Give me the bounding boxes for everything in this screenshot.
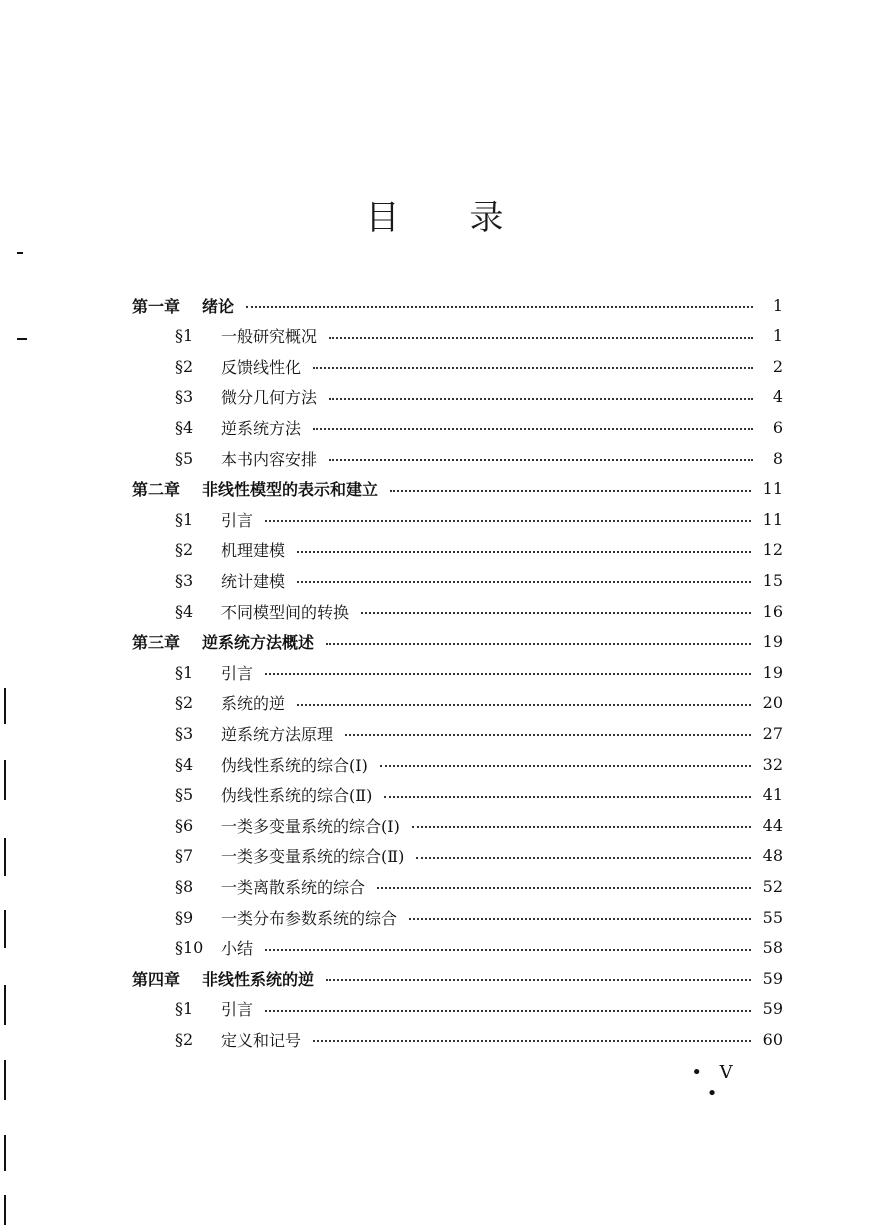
section-number: §10 <box>175 938 204 958</box>
dot-leader <box>313 428 753 430</box>
page-number: 59 <box>762 968 783 988</box>
page-number: 16 <box>762 601 783 621</box>
page-number: 4 <box>772 387 783 407</box>
section-number: §1 <box>175 999 194 1019</box>
dot-leader <box>329 459 753 461</box>
entry-title: 系统的逆 <box>221 694 286 714</box>
scan-mark <box>4 985 6 1025</box>
page-title: 目录 <box>365 198 574 238</box>
scan-mark <box>4 760 6 800</box>
dot-leader <box>265 520 751 522</box>
section-number: §1 <box>175 509 194 529</box>
entry-title: 不同模型间的转换 <box>221 602 350 622</box>
page-number: 6 <box>772 417 783 437</box>
toc-section-entry <box>175 504 783 534</box>
toc-section-entry <box>175 321 783 351</box>
entry-title: 小结 <box>221 939 254 959</box>
entry-title: 反馈线性化 <box>221 357 302 377</box>
page-number: 15 <box>762 570 783 590</box>
section-number: §8 <box>175 876 194 896</box>
toc-chapter-entry <box>132 474 783 504</box>
page-number: 1 <box>772 326 783 346</box>
dot-leader <box>380 765 751 767</box>
page-number: 8 <box>772 448 783 468</box>
section-number: §2 <box>175 356 194 376</box>
entry-title: 伪线性系统的综合(Ⅱ) <box>221 786 373 806</box>
page-number: 52 <box>762 876 783 896</box>
entry-title: 伪线性系统的综合(Ⅰ) <box>221 755 368 775</box>
toc-section-entry <box>175 718 783 748</box>
dot-leader <box>409 918 751 920</box>
toc-section-entry <box>175 688 783 718</box>
entry-title: 一般研究概况 <box>221 327 318 347</box>
entry-title: 机理建模 <box>221 541 286 561</box>
page-number: 27 <box>762 723 783 743</box>
dot-leader <box>265 673 751 675</box>
scan-mark <box>4 688 6 724</box>
section-number: §2 <box>175 1029 194 1049</box>
section-number: §3 <box>175 723 194 743</box>
toc-section-entry <box>175 841 783 871</box>
page-number: 58 <box>762 938 783 958</box>
dot-leader <box>246 306 753 308</box>
toc-section-entry <box>175 994 783 1024</box>
toc-section-entry <box>175 657 783 687</box>
scan-mark <box>17 338 27 340</box>
section-number: §6 <box>175 815 194 835</box>
dot-leader <box>384 796 750 798</box>
entry-title: 逆系统方法 <box>221 418 302 438</box>
toc-section-entry <box>175 1024 783 1054</box>
toc-chapter-entry <box>132 290 783 320</box>
entry-title: 一类离散系统的综合 <box>221 877 366 897</box>
toc-section-entry <box>175 443 783 473</box>
dot-leader <box>265 949 751 951</box>
page-number: 44 <box>762 815 783 835</box>
entry-title: 统计建模 <box>221 571 286 591</box>
dot-leader <box>329 398 753 400</box>
chapter-number: 第一章 <box>132 296 181 316</box>
entry-title: 引言 <box>221 1000 254 1020</box>
section-number: §4 <box>175 601 194 621</box>
entry-title: 一类多变量系统的综合(Ⅱ) <box>221 847 405 867</box>
toc-section-entry <box>175 596 783 626</box>
dot-leader <box>329 337 753 339</box>
dot-leader <box>361 612 751 614</box>
section-number: §5 <box>175 785 194 805</box>
scan-mark <box>4 1135 6 1171</box>
toc-section-entry <box>175 871 783 901</box>
page-number: 11 <box>762 509 783 529</box>
page-number: 59 <box>762 999 783 1019</box>
entry-title: 逆系统方法原理 <box>221 724 334 744</box>
page-number: 19 <box>762 632 783 652</box>
page-number: 60 <box>762 1029 783 1049</box>
section-number: §7 <box>175 846 194 866</box>
entry-title: 定义和记号 <box>221 1030 302 1050</box>
entry-title: 本书内容安排 <box>221 449 318 469</box>
page-number: 32 <box>762 754 783 774</box>
toc-section-entry <box>175 810 783 840</box>
section-number: §2 <box>175 693 194 713</box>
dot-leader <box>390 490 751 492</box>
dot-leader <box>412 826 751 828</box>
toc-section-entry <box>175 412 783 442</box>
dot-leader <box>326 643 751 645</box>
page-folio: • V • <box>691 1062 739 1104</box>
chapter-number: 第二章 <box>132 480 181 500</box>
page-number: 55 <box>762 907 783 927</box>
toc-section-entry <box>175 933 783 963</box>
toc-section-entry <box>175 749 783 779</box>
entry-title: 绪论 <box>202 296 235 316</box>
toc-section-entry <box>175 902 783 932</box>
scan-mark <box>4 838 6 876</box>
page-number: 48 <box>762 846 783 866</box>
dot-leader <box>265 1010 751 1012</box>
dot-leader <box>326 979 751 981</box>
chapter-number: 第四章 <box>132 969 181 989</box>
entry-title: 微分几何方法 <box>221 388 318 408</box>
section-number: §1 <box>175 662 194 682</box>
section-number: §5 <box>175 448 194 468</box>
section-number: §1 <box>175 326 194 346</box>
toc-section-entry <box>175 535 783 565</box>
page-number: 19 <box>762 662 783 682</box>
entry-title: 引言 <box>221 663 254 683</box>
scan-mark <box>4 1060 6 1100</box>
page-number: 41 <box>762 785 783 805</box>
page-number: 11 <box>762 479 783 499</box>
section-number: §4 <box>175 754 194 774</box>
scan-mark <box>17 252 23 254</box>
toc-chapter-entry <box>132 627 783 657</box>
page-number: 2 <box>772 356 783 376</box>
dot-leader <box>297 551 751 553</box>
section-number: §2 <box>175 540 194 560</box>
section-number: §9 <box>175 907 194 927</box>
entry-title: 逆系统方法概述 <box>202 633 315 653</box>
dot-leader <box>297 581 751 583</box>
section-number: §3 <box>175 570 194 590</box>
toc-chapter-entry <box>132 963 783 993</box>
toc-section-entry <box>175 382 783 412</box>
dot-leader <box>416 857 750 859</box>
entry-title: 引言 <box>221 510 254 530</box>
dot-leader <box>313 1040 751 1042</box>
section-number: §4 <box>175 417 194 437</box>
entry-title: 非线性模型的表示和建立 <box>202 480 379 500</box>
page-number: 12 <box>762 540 783 560</box>
section-number: §3 <box>175 387 194 407</box>
scan-mark <box>4 910 6 948</box>
dot-leader <box>377 887 751 889</box>
entry-title: 一类多变量系统的综合(Ⅰ) <box>221 816 400 836</box>
page-number: 20 <box>762 693 783 713</box>
chapter-number: 第三章 <box>132 633 181 653</box>
entry-title: 一类分布参数系统的综合 <box>221 908 398 928</box>
toc-section-entry <box>175 565 783 595</box>
dot-leader <box>313 367 753 369</box>
entry-title: 非线性系统的逆 <box>202 969 315 989</box>
page-number: 1 <box>772 295 783 315</box>
toc-section-entry <box>175 780 783 810</box>
toc-section-entry <box>175 351 783 381</box>
scan-mark <box>4 1195 6 1225</box>
dot-leader <box>297 704 751 706</box>
dot-leader <box>345 734 751 736</box>
